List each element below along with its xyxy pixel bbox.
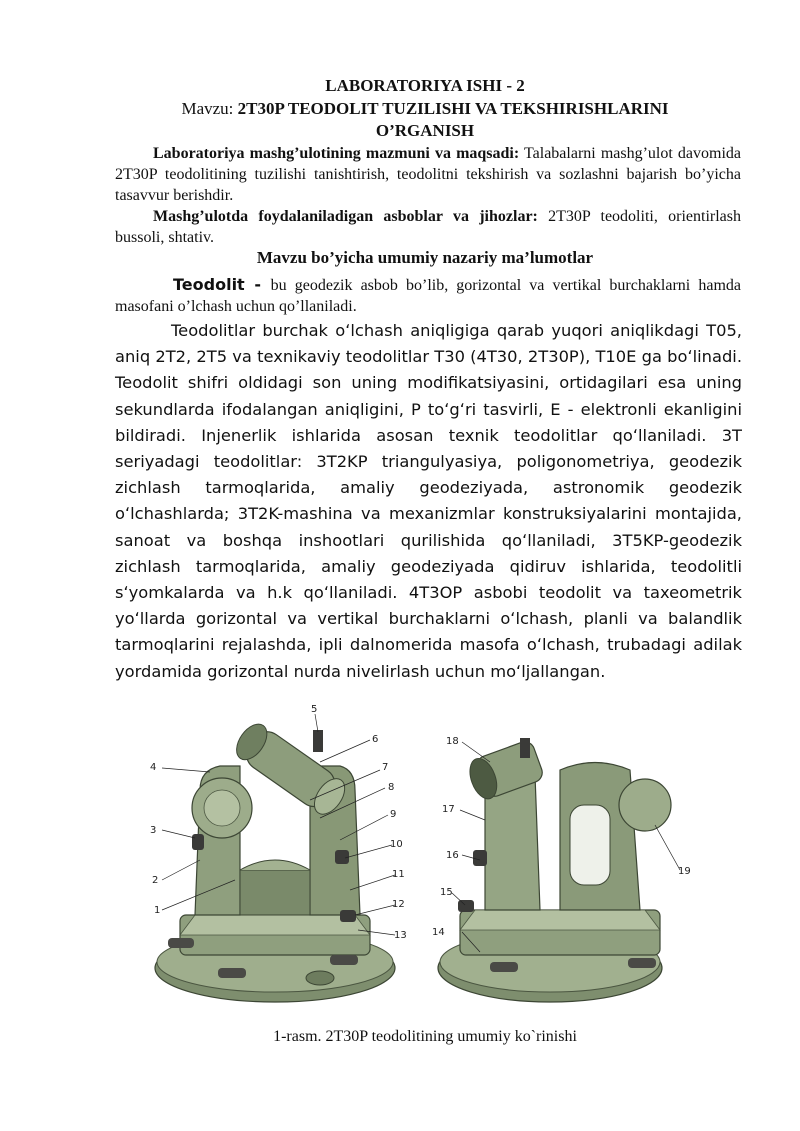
definition-term: Teodolit - [173, 275, 271, 294]
equipment-lead: Mashg’ulotda foydalaniladigan asboblar va jihozlar: [153, 208, 538, 225]
label-2: 2 [152, 875, 159, 886]
subject-line-1: 2T30P TEODOLIT TUZILISHI VA TEKSHIRISHLARINI [237, 99, 669, 118]
label-16: 16 [446, 850, 459, 861]
subject-prefix: Mavzu: [181, 99, 238, 118]
label-4: 4 [150, 762, 157, 773]
label-12: 12 [392, 899, 405, 910]
paragraph-equipment [115, 206, 741, 248]
subject-line-2: O’RGANISH [375, 121, 475, 140]
theodolite-illustration [140, 700, 700, 1010]
definition-text: bu geodezik asbob bo’lib, gorizontal va vertikal burchaklarni hamda masofani o’lchash uchun qo’llaniladi. [115, 277, 741, 315]
label-9: 9 [390, 809, 397, 820]
lab-title: LABORATORIYA ISHI - 2 [325, 76, 525, 95]
paragraph-purpose [115, 143, 741, 206]
paragraph-classification: Teodolitlar burchak oʻlchash aniqligiga qarab yuqori aniqlikdagi T05, aniq 2T2, 2T5 va texnikaviy teodolitlar T30 (4T30, 2T30P), T10E ga boʻlinadi. Teodolit shifri oldidagi son uning modifikatsiyasini, ortidagilari esa uning sekundlarda ifodalangan aniqligini, P toʻgʻri tasvirli, E - elektronli ekanligini bildiradi. Injenerlik ishlarida asosan texnik teodolitlar qoʻllaniladi. 3T seriyadagi teodolitlar: 3T2KP triangulyasiya, poligonometriya, geodezik zichlash tarmoqlarida, amaliy geodeziyada, astronomik geodezik oʻlchashlarda; 3T2K-mashina va mexanizmlar konstruksiyalarini montajida, sanoat va boshqa inshootlari qurilishida qoʻllaniladi, 3T5KP-geodezik zichlash tarmoqlarida, amaliy geodeziyada qidiruv ishlarida, teodolitli sʻyomkalarda va h.k qoʻllaniladi. 4T3OP asbobi teodolit va taxeometrik yoʻllarda gorizontal va vertikal burchaklarni oʻlchash, planli va balandlik tarmoqlarini rejalashda, ipli dalnomerida masofa oʻlchash, trubadagi adilak yordamida gorizontal nurda nivelirlash uchun moʻljallangan. [115, 321, 742, 681]
equipment-text: 2T30P teodoliti, orientirlash bussoli, shtativ. [115, 208, 741, 246]
purpose-text: Talabalarni mashg’ulot davomida 2T30P teodolitining tuzilishi tanishtirish, teodolitni tekshirish va sozlashni bajarish bo’yicha tasavvur berishdir. [115, 145, 741, 204]
purpose-lead: Laboratoriya mashg’ulotining mazmuni va maqsadi: [153, 145, 520, 162]
label-1: 1 [154, 905, 161, 916]
theodolite-figure [140, 700, 700, 1010]
figure-caption: 1-rasm. 2T30P teodolitining umumiy ko`rinishi [273, 1028, 577, 1045]
label-13: 13 [394, 930, 407, 941]
lab-subject [110, 98, 740, 142]
theodolite-front-view [150, 704, 407, 1002]
label-17: 17 [442, 804, 455, 815]
label-15: 15 [440, 887, 453, 898]
label-18: 18 [446, 736, 459, 747]
label-19: 19 [678, 866, 691, 877]
label-14: 14 [432, 927, 445, 938]
theodolite-rear-view [432, 736, 691, 1002]
paragraph-definition [115, 274, 741, 317]
label-8: 8 [388, 782, 395, 793]
label-3: 3 [150, 825, 157, 836]
label-5: 5 [311, 704, 318, 715]
section-heading: Mavzu bo’yicha umumiy nazariy ma’lumotlar [256, 248, 594, 267]
label-6: 6 [372, 734, 379, 745]
label-11: 11 [392, 869, 405, 880]
label-10: 10 [390, 839, 403, 850]
label-7: 7 [382, 762, 389, 773]
